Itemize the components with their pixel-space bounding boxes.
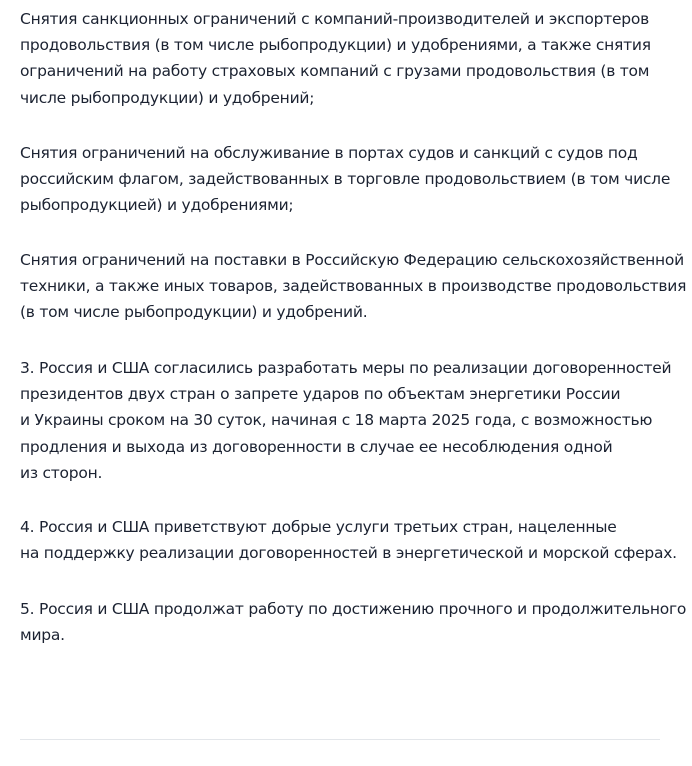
text-line: российским флагом, задействованных в торговле продовольствием (в том числе bbox=[20, 170, 671, 189]
text-line: 3. Россия и США согласились разработать меры по реализации договоренностей bbox=[20, 359, 672, 377]
text-line: продовольствия (в том числе рыбопродукции) и удобрениями, а также снятия bbox=[20, 36, 651, 55]
text-line: 5. Россия и США продолжат работу по достижению прочного и продолжительного bbox=[20, 600, 687, 618]
text-line: президентов двух стран о запрете ударов по объектам энергетики России bbox=[20, 385, 621, 404]
text-line: Снятия ограничений на обслуживание в портах судов и санкций с судов под bbox=[20, 144, 638, 162]
text-line: продления и выхода из договоренности в случае ее несоблюдения одной bbox=[20, 437, 613, 456]
text-line: ограничений на работу страховых компаний с грузами продовольствия (в том bbox=[20, 62, 650, 81]
text-line: рыбопродукцией) и удобрениями; bbox=[20, 196, 294, 215]
text-line: техники, а также иных товаров, задействованных в производстве продовольствия bbox=[20, 277, 687, 296]
paragraph-agricultural-machinery bbox=[20, 247, 686, 326]
text-line: числе рыбопродукции) и удобрений; bbox=[20, 88, 315, 107]
paragraph-point-5-lasting-peace bbox=[20, 596, 686, 648]
text-line: из сторон. bbox=[20, 463, 103, 482]
text-line: мира. bbox=[20, 626, 65, 645]
paragraph-point-4-third-countries bbox=[20, 514, 677, 566]
paragraph-sanctions-food-fertilizer bbox=[20, 6, 651, 111]
divider bbox=[20, 739, 660, 740]
paragraph-point-3-energy-strikes bbox=[20, 355, 671, 486]
text-line: на поддержку реализации договоренностей в энергетической и морской сферах. bbox=[20, 544, 677, 563]
text-line: Снятия ограничений на поставки в Российскую Федерацию сельскохозяйственной bbox=[20, 251, 684, 269]
text-line: и Украины сроком на 30 суток, начиная с 18 марта 2025 года, с возможностью bbox=[20, 411, 653, 430]
text-line: (в том числе рыбопродукции) и удобрений. bbox=[20, 303, 368, 322]
text-line: Снятия санкционных ограничений с компаний-производителей и экспортеров bbox=[20, 10, 649, 28]
paragraph-ports-vessels bbox=[20, 140, 670, 219]
text-line: 4. Россия и США приветствуют добрые услуги третьих стран, нацеленные bbox=[20, 518, 617, 536]
